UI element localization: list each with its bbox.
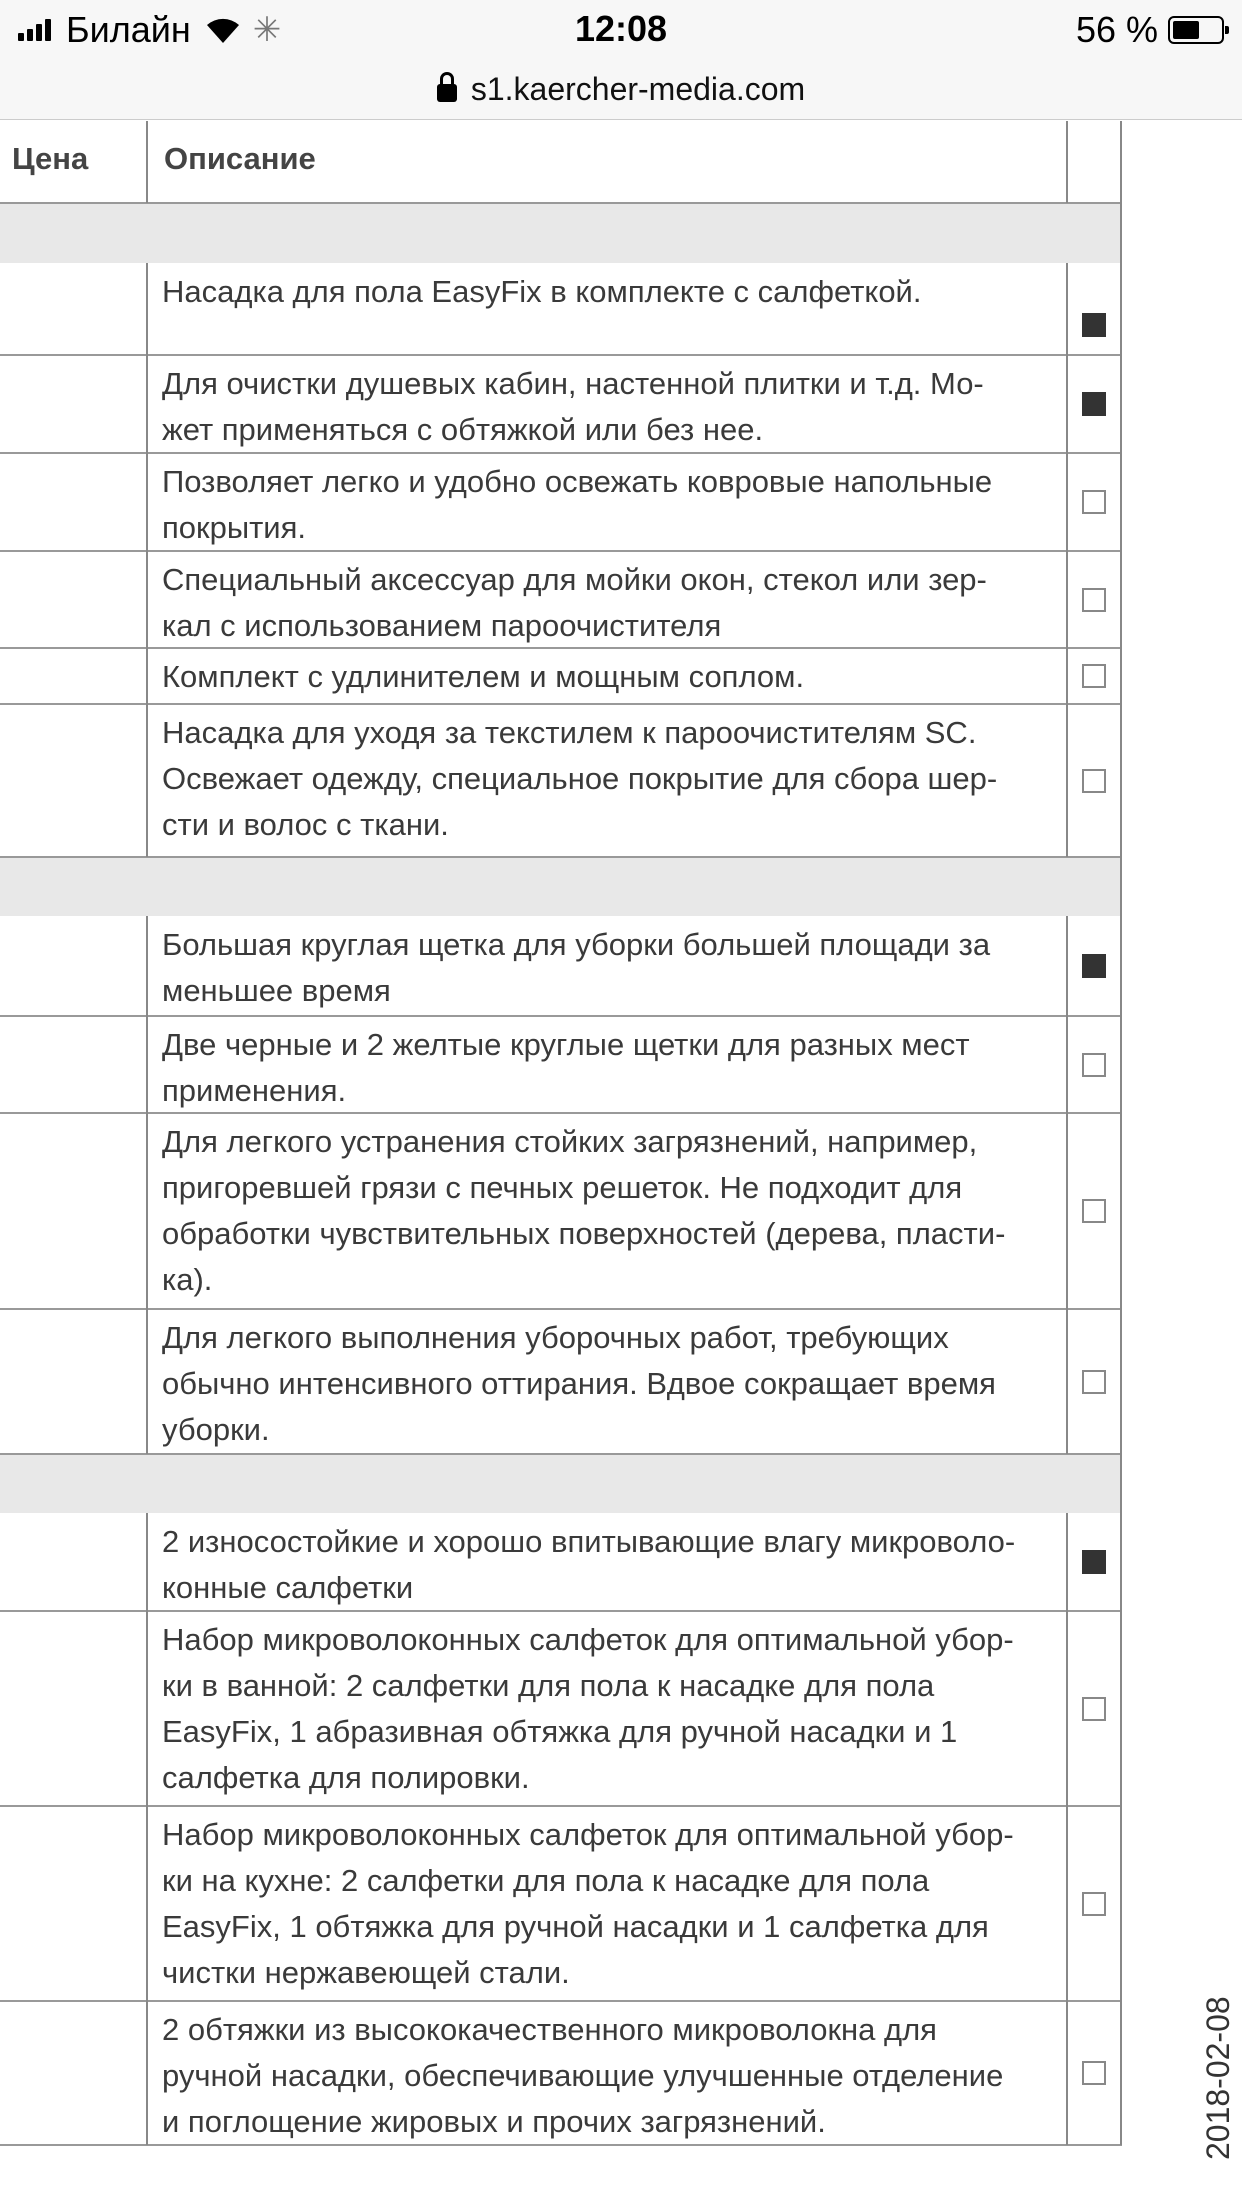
row-description: Для легкого выполнения уборочных работ, требующих обычно интенсивного оттирания. Вдвое сокращает время уборки. xyxy=(162,1320,996,1447)
table-divider xyxy=(146,1513,148,1611)
table-divider xyxy=(146,1611,148,1806)
table-divider xyxy=(0,856,1122,858)
table-divider xyxy=(0,1015,1122,1017)
table-divider xyxy=(0,2000,1122,2002)
row-description: Позволяет легко и удобно освежать ковровые напольные покрытия. xyxy=(162,464,993,545)
table-divider xyxy=(146,121,148,203)
carrier-name: Билайн xyxy=(66,9,191,50)
table-divider xyxy=(146,1113,148,1309)
table-divider xyxy=(1066,916,1068,1016)
row-description: Набор микроволоконных салфеток для оптимальной убор- ки на кухне: 2 салфетки для пола к насадке для пола EasyFix, 1 обтяжка для ручной насадки и 1 салфетка для чистки нержавеющей стали. xyxy=(162,1817,1014,1990)
table-divider xyxy=(1066,551,1068,648)
row-checkbox[interactable] xyxy=(1082,588,1106,612)
row-description: Специальный аксессуар для мойки окон, стекол или зер- кал с использованием пароочистителя xyxy=(162,562,987,643)
table-divider xyxy=(0,1453,1122,1455)
row-checkbox[interactable] xyxy=(1082,1550,1106,1574)
table-divider xyxy=(1066,1611,1068,1806)
table-divider xyxy=(0,202,1122,204)
table-divider xyxy=(0,703,1122,705)
row-checkbox[interactable] xyxy=(1082,1697,1106,1721)
row-checkbox[interactable] xyxy=(1082,313,1106,337)
table-divider xyxy=(1066,355,1068,453)
table-divider xyxy=(146,2001,148,2145)
table-divider xyxy=(1066,453,1068,551)
table-divider xyxy=(1066,121,1068,203)
row-checkbox[interactable] xyxy=(1082,954,1106,978)
status-right xyxy=(1076,8,1224,52)
column-header-price: Цена xyxy=(12,141,89,176)
table-divider xyxy=(0,1805,1122,1807)
row-checkbox[interactable] xyxy=(1082,769,1106,793)
table-divider xyxy=(0,1308,1122,1310)
table-divider xyxy=(146,648,148,704)
table-divider xyxy=(1066,1309,1068,1454)
accessory-table xyxy=(0,121,1242,2208)
row-description: Для легкого устранения стойких загрязнений, например, пригоревшей грязи с печных решеток. Не подходит для обработки чувствительных поверхностей (дерева, пласти- ка). xyxy=(162,1124,1006,1297)
table-divider xyxy=(146,1309,148,1454)
row-checkbox[interactable] xyxy=(1082,392,1106,416)
table-divider xyxy=(1066,704,1068,857)
status-time: 12:08 xyxy=(574,8,668,49)
row-description: Насадка для уходя за текстилем к пароочистителям SC. Освежает одежду, специальное покрытие для сбора шер- сти и волос с ткани. xyxy=(162,715,998,842)
table-divider xyxy=(146,551,148,648)
section-band xyxy=(0,857,1122,916)
lock-icon xyxy=(437,80,457,106)
table-divider xyxy=(1066,648,1068,704)
row-checkbox[interactable] xyxy=(1082,1892,1106,1916)
status-bar xyxy=(0,0,1242,60)
battery-icon xyxy=(1168,16,1224,44)
table-divider xyxy=(146,453,148,551)
battery-percent: 56 % xyxy=(1075,9,1158,50)
table-divider xyxy=(146,916,148,1016)
table-divider xyxy=(146,1016,148,1113)
table-divider xyxy=(146,263,148,355)
url-text: s1.kaercher-media.com xyxy=(470,71,806,107)
table-divider xyxy=(146,704,148,857)
row-checkbox[interactable] xyxy=(1082,1199,1106,1223)
section-band xyxy=(0,203,1122,263)
table-divider xyxy=(1066,1806,1068,2001)
column-header-description: Описание xyxy=(164,141,316,176)
activity-spinner-icon: ✳ xyxy=(252,11,282,49)
table-divider xyxy=(1066,1016,1068,1113)
table-divider xyxy=(146,1806,148,2001)
table-divider xyxy=(0,354,1122,356)
row-description: Насадка для пола EasyFix в комплекте с салфеткой. xyxy=(162,274,922,309)
row-checkbox[interactable] xyxy=(1082,1053,1106,1077)
table-divider xyxy=(1066,2001,1068,2145)
date-stamp: 2018-02-08 xyxy=(1200,1996,1236,2160)
table-divider xyxy=(1066,1113,1068,1309)
row-description: Набор микроволоконных салфеток для оптимальной убор- ки в ванной: 2 салфетки для пола к насадке для пола EasyFix, 1 абразивная обтяжка для ручной насадки и 1 салфетка для полировки. xyxy=(162,1622,1014,1795)
url-bar[interactable] xyxy=(0,60,1242,120)
row-description: Две черные и 2 желтые круглые щетки для разных мест применения. xyxy=(162,1027,970,1108)
row-checkbox[interactable] xyxy=(1082,664,1106,688)
battery-fill xyxy=(1173,21,1199,39)
row-description: Для очистки душевых кабин, настенной плитки и т.д. Мо- жет применяться с обтяжкой или без нее. xyxy=(162,366,984,447)
row-description: 2 обтяжки из высококачественного микроволокна для ручной насадки, обеспечивающие улучшенные отделение и поглощение жировых и прочих загрязнений. xyxy=(162,2012,1004,2139)
row-description: Комплект с удлинителем и мощным соплом. xyxy=(162,659,805,694)
row-checkbox[interactable] xyxy=(1082,490,1106,514)
row-checkbox[interactable] xyxy=(1082,1370,1106,1394)
row-checkbox[interactable] xyxy=(1082,2061,1106,2085)
row-description: 2 износостойкие и хорошо впитывающие влагу микроволо- конные салфетки xyxy=(162,1524,1016,1605)
table-divider xyxy=(1066,1513,1068,1611)
table-divider xyxy=(1120,121,1122,2145)
row-description: Большая круглая щетка для уборки большей площади за меньшее время xyxy=(162,927,991,1008)
table-divider xyxy=(146,355,148,453)
section-band xyxy=(0,1454,1122,1513)
table-divider xyxy=(1066,263,1068,355)
